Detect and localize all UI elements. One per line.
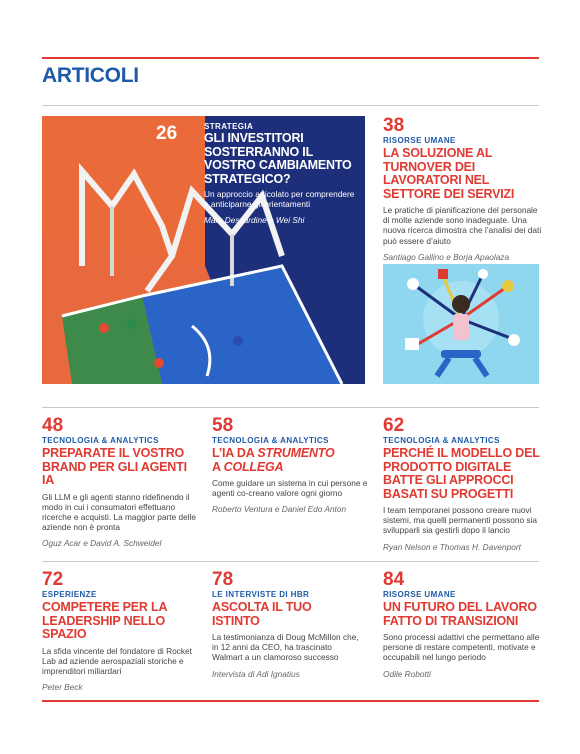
article-description: La sfida vincente del fondatore di Rocket Lab ad aziende aerospaziali storiche e imprenditori miliardari bbox=[42, 645, 192, 676]
title-italic-part: STRUMENTO bbox=[257, 446, 335, 460]
article-78[interactable] bbox=[212, 570, 362, 679]
article-category: RISORSE UMANE bbox=[383, 590, 456, 599]
article-page-number: 78 bbox=[212, 569, 234, 590]
article-authors: Ryan Nelson e Thomas H. Davenport bbox=[383, 541, 521, 552]
section-title: ARTICOLI bbox=[42, 64, 139, 87]
feature-text-block bbox=[204, 116, 365, 225]
feature-page-number: 26 bbox=[156, 123, 178, 144]
article-category: ESPERIENZE bbox=[42, 590, 97, 599]
article-category: TECNOLOGIA & ANALYTICS bbox=[383, 436, 500, 445]
article-description: Gli LLM e gli agenti stanno ridefinendo il modo in cui i consumatori effettuano ricerche e acquisti. La maggior parte delle aziende non è pronta bbox=[42, 491, 197, 533]
article-page-number: 62 bbox=[383, 415, 405, 436]
article-38-illustration bbox=[383, 264, 539, 384]
article-authors: Odile Robotti bbox=[383, 668, 431, 679]
row-divider-2 bbox=[42, 561, 539, 562]
article-title bbox=[212, 447, 372, 474]
article-category: TECNOLOGIA & ANALYTICS bbox=[212, 436, 329, 445]
article-description: Come guidare un sistema in cui persone e agenti co-creano valore ogni giorno bbox=[212, 478, 368, 499]
article-title: LA SOLUZIONE AL TURNOVER DEI LAVORATORI NEL SETTORE DEI SERVIZI bbox=[383, 146, 515, 201]
title-part: L’IA DA bbox=[212, 446, 258, 460]
article-72[interactable] bbox=[42, 570, 200, 692]
article-authors: Santiago Gallino e Borja Apaolaza bbox=[383, 251, 510, 262]
title-part: A bbox=[212, 459, 224, 474]
article-title: PREPARATE IL VOSTRO BRAND PER GLI AGENTI IA bbox=[42, 446, 187, 487]
feature-article[interactable] bbox=[42, 116, 365, 384]
feature-title: GLI INVESTITORI SOSTERRANNO IL VOSTRO CAMBIAMENTO STRATEGICO? bbox=[204, 131, 352, 186]
article-48[interactable] bbox=[42, 416, 200, 548]
article-title: ASCOLTA IL TUO ISTINTO bbox=[212, 600, 312, 628]
article-description: La testimonianza di Doug McMillon che, in 12 anni da CEO, ha trascinato Walmart a un clamoroso successo bbox=[212, 632, 359, 663]
article-title: UN FUTURO DEL LAVORO FATTO DI TRANSIZIONI bbox=[383, 600, 537, 628]
title-italic-part: COLLEGA bbox=[223, 459, 284, 474]
article-page-number: 84 bbox=[383, 569, 405, 590]
article-category: TECNOLOGIA & ANALYTICS bbox=[42, 436, 159, 445]
article-category: LE INTERVISTE DI HBR bbox=[212, 590, 310, 599]
row-divider-1 bbox=[42, 407, 539, 408]
bottom-rule bbox=[42, 700, 539, 702]
title-divider bbox=[42, 105, 539, 106]
feature-authors: Mark DesJardine e Wei Shi bbox=[204, 215, 305, 226]
article-description: Le pratiche di pianificazione del personale di molte aziende sono inadeguate. Una nuova ricerca dimostra che l’analisi dei dati può essere d’aiuto bbox=[383, 205, 542, 246]
article-page-number: 58 bbox=[212, 415, 234, 436]
article-page-number: 48 bbox=[42, 415, 64, 436]
service-worker-illustration bbox=[383, 264, 539, 384]
article-page-number: 72 bbox=[42, 569, 64, 590]
article-authors: Intervista di Adi Ignatius bbox=[212, 668, 300, 679]
feature-description: Un approccio articolato per comprendere e anticiparne gli orientamenti bbox=[204, 189, 355, 210]
article-title: COMPETERE PER LA LEADERSHIP NELLO SPAZIO bbox=[42, 600, 167, 641]
article-84[interactable] bbox=[383, 570, 543, 679]
article-page-number: 38 bbox=[383, 115, 405, 136]
article-authors: Oguz Acar e David A. Schweidel bbox=[42, 538, 162, 549]
article-description: Sono processi adattivi che permettano alle persone di restare competenti, motivate e occupabili nel lungo periodo bbox=[383, 632, 540, 663]
article-62[interactable] bbox=[383, 416, 543, 552]
article-title: PERCHÉ IL MODELLO DEL PRODOTTO DIGITALE BATTE GLI APPROCCI BASATI SU PROGETTI bbox=[383, 446, 540, 501]
feature-category: STRATEGIA bbox=[204, 122, 254, 131]
article-category: RISORSE UMANE bbox=[383, 136, 456, 145]
article-38[interactable] bbox=[383, 116, 543, 262]
article-authors: Peter Beck bbox=[42, 682, 83, 693]
article-58[interactable] bbox=[212, 416, 372, 514]
article-description: I team temporanei possono creare nuovi sistemi, ma quelli permanenti possono sia svilupparli sia gestirli dopo il lancio bbox=[383, 505, 538, 536]
article-authors: Roberto Ventura e Daniel Edo Anton bbox=[212, 504, 347, 515]
top-rule bbox=[42, 57, 539, 59]
